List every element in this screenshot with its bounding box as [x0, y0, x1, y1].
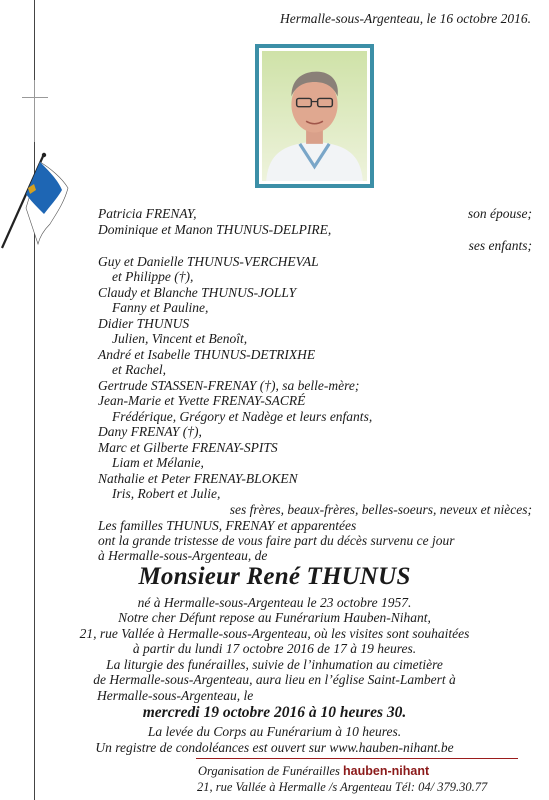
spouse-role: son épouse;	[467, 206, 532, 221]
spouse-name: Patricia FRENAY,	[98, 206, 197, 221]
announce-line: Les familles THUNUS, FRENAY et apparentées	[98, 518, 357, 533]
cross-icon	[34, 80, 35, 142]
detail-line: né à Hermalle-sous-Argenteau le 23 octobre 1957.	[137, 595, 412, 610]
children-name: Dominique et Manon THUNUS-DELPIRE,	[98, 222, 332, 237]
family-line: et Philippe (†),	[112, 269, 194, 284]
ceremony-datetime: mercredi 19 octobre 2016 à 10 heures 30.	[142, 704, 407, 721]
portrait-image	[262, 51, 367, 181]
closing-line: Un registre de condoléances est ouvert sur www.hauben-nihant.be	[95, 740, 454, 755]
detail-line: de Hermalle-sous-Argenteau, aura lieu en l’église Saint-Lambert à	[93, 672, 456, 687]
family-line: et Rachel,	[112, 362, 166, 377]
announce-line: à Hermalle-sous-Argenteau, de	[98, 548, 268, 563]
detail-line: à partir du lundi 17 octobre 2016 de 17 à 19 heures.	[132, 641, 417, 656]
flag-icon	[0, 148, 70, 250]
family-line: Nathalie et Peter FRENAY-BLOKEN	[98, 471, 298, 486]
siblings-role: ses frères, beaux-frères, belles-soeurs, neveux et nièces;	[229, 502, 532, 517]
footer-address: 21, rue Vallée à Hermalle /s Argenteau Tél: 04/ 379.30.77	[197, 780, 488, 794]
family-line: André et Isabelle THUNUS-DETRIXHE	[98, 347, 316, 362]
portrait-photo	[255, 44, 374, 188]
detail-line: Hermalle-sous-Argenteau, le	[97, 688, 254, 703]
family-line: Jean-Marie et Yvette FRENAY-SACRÉ	[98, 393, 306, 408]
detail-line: Notre cher Défunt repose au Funérarium Hauben-Nihant,	[118, 610, 431, 625]
family-line: Frédérique, Grégory et Nadège et leurs enfants,	[112, 409, 373, 424]
dateline: Hermalle-sous-Argenteau, le 16 octobre 2016.	[280, 11, 531, 26]
family-line: Marc et Gilberte FRENAY-SPITS	[98, 440, 278, 455]
family-line: Iris, Robert et Julie,	[112, 486, 221, 501]
family-line: Claudy et Blanche THUNUS-JOLLY	[98, 285, 297, 300]
closing-line: La levée du Corps au Funérarium à 10 heures.	[147, 724, 402, 739]
footer-organisation	[198, 764, 429, 779]
family-line: Didier THUNUS	[98, 316, 190, 331]
organisation-prefix: Organisation de Funérailles	[198, 764, 340, 778]
family-line: Gertrude STASSEN-FRENAY (†), sa belle-mère;	[98, 378, 360, 393]
family-line: Guy et Danielle THUNUS-VERCHEVAL	[98, 254, 319, 269]
family-line: Fanny et Pauline,	[112, 300, 209, 315]
detail-line: La liturgie des funérailles, suivie de l’inhumation au cimetière	[106, 657, 443, 672]
family-line: Dany FRENAY (†),	[98, 424, 202, 439]
announce-line: ont la grande tristesse de vous faire part du décès survenu ce jour	[98, 533, 455, 548]
family-line: Liam et Mélanie,	[112, 455, 204, 470]
children-role: ses enfants;	[468, 238, 532, 253]
detail-line: 21, rue Vallée à Hermalle-sous-Argenteau, où les visites sont souhaitées	[79, 626, 470, 641]
family-line: Julien, Vincent et Benoît,	[112, 331, 248, 346]
cross-icon-bar	[22, 97, 48, 98]
deceased-name: Monsieur René THUNUS	[138, 563, 411, 590]
footer-divider	[196, 758, 518, 759]
brand-logo-text: hauben-nihant	[343, 764, 430, 778]
